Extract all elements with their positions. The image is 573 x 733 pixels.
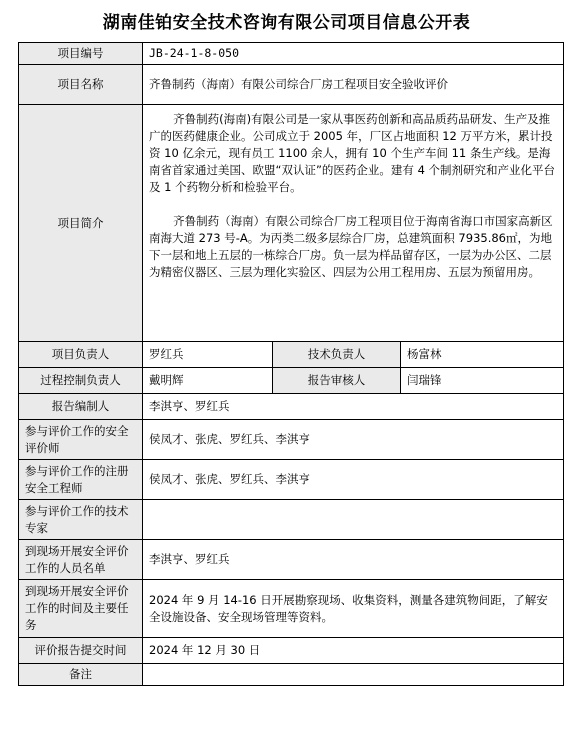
value-tech-leader: 杨富林 [401, 342, 564, 368]
label-onsite-time: 到现场开展安全评价工作的时间及主要任务 [19, 580, 143, 638]
value-safety-engineers: 侯凤才、张虎、罗红兵、李淇亨 [143, 460, 564, 500]
value-remarks [143, 664, 564, 686]
row-safety-evaluators [19, 420, 564, 460]
value-tech-experts [143, 500, 564, 540]
row-control-review [19, 368, 564, 394]
row-project-no [19, 43, 564, 65]
label-onsite-staff: 到现场开展安全评价工作的人员名单 [19, 540, 143, 580]
row-submit-time [19, 638, 564, 664]
value-onsite-time: 2024 年 9 月 14-16 日开展勘察现场、收集资料，测量各建筑物间距，了解安全设施设备、安全现场管理等资料。 [143, 580, 564, 638]
row-leaders [19, 342, 564, 368]
label-safety-evaluators: 参与评价工作的安全评价师 [19, 420, 143, 460]
label-project-intro: 项目简介 [19, 105, 143, 342]
label-report-reviewer: 报告审核人 [273, 368, 401, 394]
value-project-leader: 罗红兵 [143, 342, 273, 368]
intro-paragraph-1: 齐鲁制药(海南)有限公司是一家从事医药创新和高品质药品研发、生产及推广的医药健康企业。公司成立于 2005 年，厂区占地面积 12 万平方米，累计投资 10 亿余元，现有员工 1100 余人，拥有 10 个生产车间 11 条生产线。是海南省首家通过美国、欧盟“双认证”的医药企业。建有 4 个制剂研究和产业化平台及 1 个药物分析和检验平台。 [149, 112, 556, 194]
label-tech-experts: 参与评价工作的技术专家 [19, 500, 143, 540]
row-onsite-staff [19, 540, 564, 580]
label-report-author: 报告编制人 [19, 394, 143, 420]
label-remarks: 备注 [19, 664, 143, 686]
row-project-intro [19, 105, 564, 342]
label-safety-engineers: 参与评价工作的注册安全工程师 [19, 460, 143, 500]
value-safety-evaluators: 侯凤才、张虎、罗红兵、李淇亨 [143, 420, 564, 460]
value-process-leader: 戴明辉 [143, 368, 273, 394]
row-tech-experts [19, 500, 564, 540]
row-safety-engineers [19, 460, 564, 500]
label-tech-leader: 技术负责人 [273, 342, 401, 368]
label-process-leader: 过程控制负责人 [19, 368, 143, 394]
intro-paragraph-2: 齐鲁制药（海南）有限公司综合厂房工程项目位于海南省海口市国家高新区南海大道 273 号-A。为丙类二级多层综合厂房，总建筑面积 7935.86㎡，为地下一层和地上五层的一栋综合厂房。负一层为样品留存区，一层为办公区、二层为精密仪器区、三层为理化实验区、四层为公用工程用房、五层为预留用房。 [149, 214, 553, 279]
page-title: 湖南佳铂安全技术咨询有限公司项目信息公开表 [102, 13, 471, 33]
row-remarks [19, 664, 564, 686]
row-onsite-time [19, 580, 564, 638]
value-project-intro [143, 105, 564, 342]
project-info-table [18, 42, 564, 686]
value-project-name: 齐鲁制药（海南）有限公司综合厂房工程项目安全验收评价 [143, 65, 564, 105]
row-report-author [19, 394, 564, 420]
label-project-name: 项目名称 [19, 65, 143, 105]
label-submit-time: 评价报告提交时间 [19, 638, 143, 664]
row-project-name [19, 65, 564, 105]
value-report-reviewer: 闫瑞锋 [401, 368, 564, 394]
value-submit-time: 2024 年 12 月 30 日 [143, 638, 564, 664]
label-project-leader: 项目负责人 [19, 342, 143, 368]
label-project-no: 项目编号 [19, 43, 143, 65]
value-report-author: 李淇亨、罗红兵 [143, 394, 564, 420]
value-project-no: JB-24-1-8-050 [143, 43, 564, 65]
value-onsite-staff: 李淇亨、罗红兵 [143, 540, 564, 580]
